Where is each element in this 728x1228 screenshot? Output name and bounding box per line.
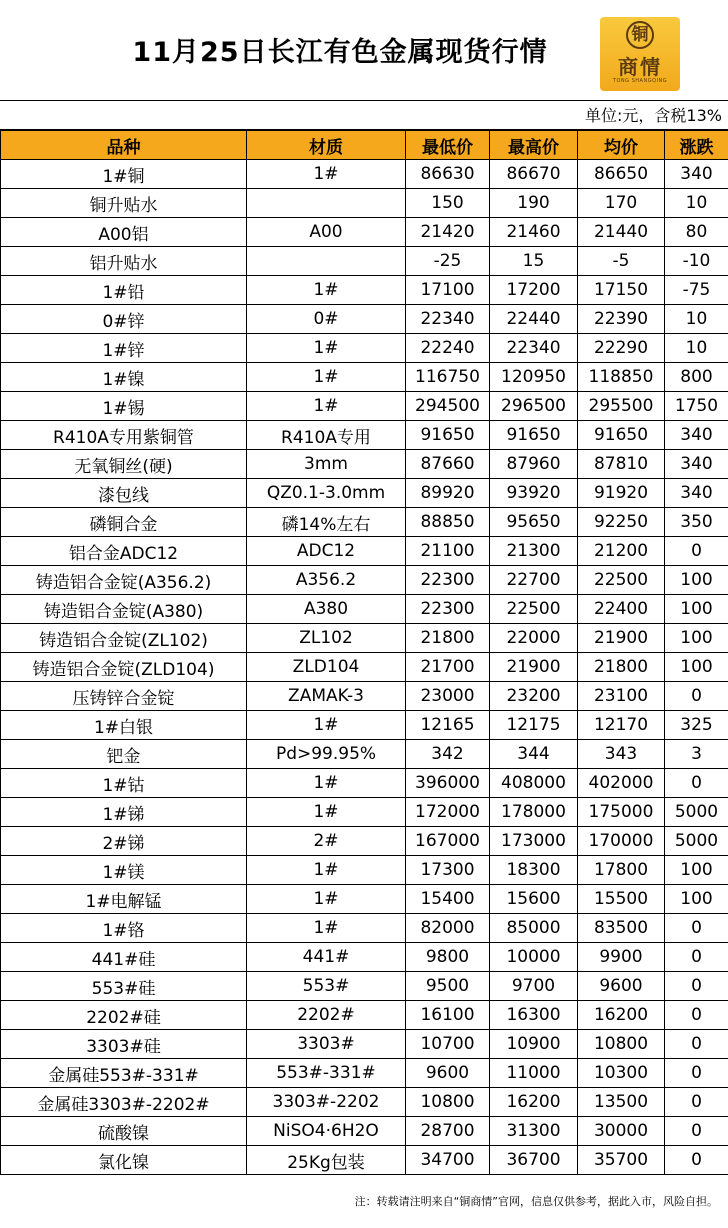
- table-row: [1, 276, 728, 305]
- cell-low: 167000: [406, 827, 490, 856]
- cell-variety: 氯化镍: [1, 1146, 247, 1175]
- cell-low: 89920: [406, 479, 490, 508]
- cell-change: 0: [665, 1001, 728, 1030]
- cell-avg: 22400: [578, 595, 665, 624]
- cell-low: 17100: [406, 276, 490, 305]
- page-title: 11月25日长江有色金属现货行情: [132, 37, 548, 68]
- table-body: [1, 160, 728, 1175]
- table-row: [1, 943, 728, 972]
- cell-low: 22300: [406, 595, 490, 624]
- cell-variety: 1#锌: [1, 334, 247, 363]
- table-row: [1, 450, 728, 479]
- cell-avg: 21800: [578, 653, 665, 682]
- cell-avg: 83500: [578, 914, 665, 943]
- cell-avg: 91650: [578, 421, 665, 450]
- table-row: [1, 827, 728, 856]
- cell-low: -25: [406, 247, 490, 276]
- cell-low: 22300: [406, 566, 490, 595]
- column-header-variety: 品种: [1, 131, 247, 160]
- cell-high: 87960: [490, 450, 578, 479]
- cell-low: 22340: [406, 305, 490, 334]
- cell-material: 553#-331#: [247, 1059, 406, 1088]
- cell-variety: 漆包线: [1, 479, 247, 508]
- cell-variety: 压铸锌合金锭: [1, 682, 247, 711]
- cell-change: 5000: [665, 827, 728, 856]
- cell-material: 1#: [247, 769, 406, 798]
- cell-change: 100: [665, 624, 728, 653]
- cell-change: 340: [665, 450, 728, 479]
- cell-low: 150: [406, 189, 490, 218]
- footer-note: 注：转载请注明来自“铜商情”官网，信息仅供参考，据此入市，风险自担。: [354, 1195, 718, 1208]
- cell-high: 22700: [490, 566, 578, 595]
- cell-high: 11000: [490, 1059, 578, 1088]
- column-header-high: 最高价: [490, 131, 578, 160]
- cell-material: 441#: [247, 943, 406, 972]
- cell-high: 18300: [490, 856, 578, 885]
- cell-high: 15600: [490, 885, 578, 914]
- cell-avg: 21440: [578, 218, 665, 247]
- cell-change: 100: [665, 885, 728, 914]
- cell-material: A356.2: [247, 566, 406, 595]
- cell-low: 9600: [406, 1059, 490, 1088]
- cell-low: 23000: [406, 682, 490, 711]
- logo-emblem: 铜: [626, 21, 654, 49]
- cell-change: 100: [665, 856, 728, 885]
- cell-low: 17300: [406, 856, 490, 885]
- cell-change: 0: [665, 1059, 728, 1088]
- cell-change: 0: [665, 914, 728, 943]
- table-row: [1, 479, 728, 508]
- cell-high: 21300: [490, 537, 578, 566]
- cell-variety: 2202#硅: [1, 1001, 247, 1030]
- cell-change: 100: [665, 653, 728, 682]
- cell-variety: 铸造铝合金锭(ZLD104): [1, 653, 247, 682]
- cell-variety: R410A专用紫铜管: [1, 421, 247, 450]
- cell-high: 91650: [490, 421, 578, 450]
- cell-change: 1750: [665, 392, 728, 421]
- table-row: [1, 218, 728, 247]
- cell-material: 3mm: [247, 450, 406, 479]
- table-row: [1, 711, 728, 740]
- cell-change: 10: [665, 189, 728, 218]
- cell-low: 16100: [406, 1001, 490, 1030]
- table-row: [1, 537, 728, 566]
- table-row: [1, 624, 728, 653]
- cell-high: 9700: [490, 972, 578, 1001]
- cell-avg: 10800: [578, 1030, 665, 1059]
- cell-variety: 3303#硅: [1, 1030, 247, 1059]
- cell-material: 磷14%左右: [247, 508, 406, 537]
- cell-change: -10: [665, 247, 728, 276]
- cell-avg: 9900: [578, 943, 665, 972]
- header: [0, 0, 728, 100]
- cell-avg: 10300: [578, 1059, 665, 1088]
- cell-variety: 铝合金ADC12: [1, 537, 247, 566]
- cell-high: 93920: [490, 479, 578, 508]
- cell-material: QZ0.1-3.0mm: [247, 479, 406, 508]
- cell-variety: 1#镁: [1, 856, 247, 885]
- cell-high: 17200: [490, 276, 578, 305]
- cell-material: 1#: [247, 856, 406, 885]
- cell-material: 3303#-2202: [247, 1088, 406, 1117]
- cell-material: A380: [247, 595, 406, 624]
- cell-avg: 170000: [578, 827, 665, 856]
- cell-variety: 2#锑: [1, 827, 247, 856]
- cell-variety: 金属硅553#-331#: [1, 1059, 247, 1088]
- cell-low: 116750: [406, 363, 490, 392]
- cell-high: 21460: [490, 218, 578, 247]
- cell-material: 3303#: [247, 1030, 406, 1059]
- cell-avg: -5: [578, 247, 665, 276]
- cell-avg: 21900: [578, 624, 665, 653]
- logo-text: 商情: [618, 55, 662, 79]
- cell-low: 34700: [406, 1146, 490, 1175]
- cell-avg: 22500: [578, 566, 665, 595]
- cell-avg: 12170: [578, 711, 665, 740]
- table-row: [1, 769, 728, 798]
- cell-low: 9500: [406, 972, 490, 1001]
- cell-low: 21800: [406, 624, 490, 653]
- cell-avg: 15500: [578, 885, 665, 914]
- cell-change: 340: [665, 160, 728, 189]
- cell-low: 10700: [406, 1030, 490, 1059]
- cell-material: ZLD104: [247, 653, 406, 682]
- cell-avg: 92250: [578, 508, 665, 537]
- table-row: [1, 334, 728, 363]
- price-table: [0, 130, 728, 1175]
- table-row: [1, 1030, 728, 1059]
- cell-avg: 30000: [578, 1117, 665, 1146]
- cell-change: 0: [665, 537, 728, 566]
- cell-low: 10800: [406, 1088, 490, 1117]
- cell-avg: 343: [578, 740, 665, 769]
- cell-variety: 1#锑: [1, 798, 247, 827]
- cell-change: 0: [665, 682, 728, 711]
- cell-change: 340: [665, 479, 728, 508]
- unit-label: 单位:元，含税13%: [0, 100, 728, 130]
- cell-low: 21420: [406, 218, 490, 247]
- cell-low: 21700: [406, 653, 490, 682]
- cell-high: 16200: [490, 1088, 578, 1117]
- cell-material: A00: [247, 218, 406, 247]
- cell-variety: 1#白银: [1, 711, 247, 740]
- brand-logo: [600, 17, 680, 91]
- cell-change: 340: [665, 421, 728, 450]
- cell-material: R410A专用: [247, 421, 406, 450]
- cell-material: 1#: [247, 711, 406, 740]
- cell-change: 10: [665, 305, 728, 334]
- cell-change: 10: [665, 334, 728, 363]
- table-header-row: [1, 131, 728, 160]
- cell-high: 31300: [490, 1117, 578, 1146]
- cell-avg: 22390: [578, 305, 665, 334]
- cell-high: 22500: [490, 595, 578, 624]
- cell-avg: 86650: [578, 160, 665, 189]
- cell-avg: 402000: [578, 769, 665, 798]
- cell-change: 80: [665, 218, 728, 247]
- table-row: [1, 595, 728, 624]
- cell-change: 100: [665, 595, 728, 624]
- cell-avg: 17150: [578, 276, 665, 305]
- cell-material: 1#: [247, 334, 406, 363]
- cell-high: 296500: [490, 392, 578, 421]
- cell-high: 120950: [490, 363, 578, 392]
- cell-low: 82000: [406, 914, 490, 943]
- cell-avg: 175000: [578, 798, 665, 827]
- cell-variety: 磷铜合金: [1, 508, 247, 537]
- cell-variety: 1#铅: [1, 276, 247, 305]
- cell-low: 294500: [406, 392, 490, 421]
- table-row: [1, 885, 728, 914]
- cell-change: 3: [665, 740, 728, 769]
- table-row: [1, 914, 728, 943]
- cell-high: 21900: [490, 653, 578, 682]
- cell-high: 22000: [490, 624, 578, 653]
- cell-low: 22240: [406, 334, 490, 363]
- cell-low: 86630: [406, 160, 490, 189]
- cell-variety: 铸造铝合金锭(A356.2): [1, 566, 247, 595]
- cell-change: 100: [665, 566, 728, 595]
- table-row: [1, 363, 728, 392]
- cell-avg: 22290: [578, 334, 665, 363]
- table-row: [1, 160, 728, 189]
- cell-material: [247, 247, 406, 276]
- cell-avg: 17800: [578, 856, 665, 885]
- table-row: [1, 1146, 728, 1175]
- cell-variety: 无氧铜丝(硬): [1, 450, 247, 479]
- cell-avg: 170: [578, 189, 665, 218]
- cell-high: 16300: [490, 1001, 578, 1030]
- cell-high: 344: [490, 740, 578, 769]
- cell-change: 0: [665, 1088, 728, 1117]
- cell-material: 1#: [247, 276, 406, 305]
- cell-change: -75: [665, 276, 728, 305]
- cell-high: 95650: [490, 508, 578, 537]
- cell-change: 325: [665, 711, 728, 740]
- cell-avg: 13500: [578, 1088, 665, 1117]
- cell-high: 173000: [490, 827, 578, 856]
- cell-low: 28700: [406, 1117, 490, 1146]
- table-row: [1, 566, 728, 595]
- cell-material: NiSO4·6H2O: [247, 1117, 406, 1146]
- cell-low: 15400: [406, 885, 490, 914]
- cell-low: 342: [406, 740, 490, 769]
- cell-avg: 295500: [578, 392, 665, 421]
- cell-change: 0: [665, 769, 728, 798]
- cell-low: 91650: [406, 421, 490, 450]
- cell-material: 1#: [247, 798, 406, 827]
- table-row: [1, 798, 728, 827]
- cell-variety: 1#电解锰: [1, 885, 247, 914]
- cell-avg: 16200: [578, 1001, 665, 1030]
- cell-avg: 35700: [578, 1146, 665, 1175]
- cell-high: 22340: [490, 334, 578, 363]
- table-row: [1, 1088, 728, 1117]
- cell-low: 172000: [406, 798, 490, 827]
- table-row: [1, 682, 728, 711]
- cell-low: 9800: [406, 943, 490, 972]
- cell-variety: 553#硅: [1, 972, 247, 1001]
- cell-variety: 金属硅3303#-2202#: [1, 1088, 247, 1117]
- cell-variety: 钯金: [1, 740, 247, 769]
- logo-subtext: TONG SHANGQING: [612, 78, 668, 84]
- cell-low: 396000: [406, 769, 490, 798]
- cell-variety: 1#镍: [1, 363, 247, 392]
- cell-change: 0: [665, 972, 728, 1001]
- cell-high: 86670: [490, 160, 578, 189]
- cell-low: 88850: [406, 508, 490, 537]
- cell-avg: 91920: [578, 479, 665, 508]
- cell-material: ZAMAK-3: [247, 682, 406, 711]
- table-row: [1, 972, 728, 1001]
- table-row: [1, 740, 728, 769]
- cell-material: 1#: [247, 160, 406, 189]
- cell-material: ADC12: [247, 537, 406, 566]
- table-row: [1, 247, 728, 276]
- cell-variety: 铸造铝合金锭(A380): [1, 595, 247, 624]
- table-row: [1, 1117, 728, 1146]
- cell-variety: A00铝: [1, 218, 247, 247]
- table-row: [1, 392, 728, 421]
- cell-variety: 1#铬: [1, 914, 247, 943]
- cell-avg: 21200: [578, 537, 665, 566]
- column-header-low: 最低价: [406, 131, 490, 160]
- cell-low: 21100: [406, 537, 490, 566]
- cell-high: 36700: [490, 1146, 578, 1175]
- cell-high: 10900: [490, 1030, 578, 1059]
- cell-variety: 1#钴: [1, 769, 247, 798]
- column-header-material: 材质: [247, 131, 406, 160]
- cell-high: 22440: [490, 305, 578, 334]
- cell-material: 25Kg包装: [247, 1146, 406, 1175]
- table-row: [1, 508, 728, 537]
- cell-high: 10000: [490, 943, 578, 972]
- cell-material: 0#: [247, 305, 406, 334]
- cell-change: 5000: [665, 798, 728, 827]
- cell-high: 85000: [490, 914, 578, 943]
- cell-change: 800: [665, 363, 728, 392]
- cell-material: 1#: [247, 392, 406, 421]
- cell-variety: 441#硅: [1, 943, 247, 972]
- cell-material: 1#: [247, 363, 406, 392]
- cell-variety: 1#锡: [1, 392, 247, 421]
- cell-material: Pd>99.95%: [247, 740, 406, 769]
- cell-low: 12165: [406, 711, 490, 740]
- table-row: [1, 1059, 728, 1088]
- cell-material: 2#: [247, 827, 406, 856]
- cell-high: 15: [490, 247, 578, 276]
- cell-avg: 9600: [578, 972, 665, 1001]
- cell-low: 87660: [406, 450, 490, 479]
- table-row: [1, 305, 728, 334]
- cell-high: 12175: [490, 711, 578, 740]
- cell-avg: 23100: [578, 682, 665, 711]
- cell-change: 0: [665, 1146, 728, 1175]
- column-header-avg: 均价: [578, 131, 665, 160]
- cell-avg: 118850: [578, 363, 665, 392]
- cell-material: 1#: [247, 914, 406, 943]
- cell-variety: 铜升贴水: [1, 189, 247, 218]
- cell-avg: 87810: [578, 450, 665, 479]
- table-row: [1, 856, 728, 885]
- cell-material: 553#: [247, 972, 406, 1001]
- cell-material: 1#: [247, 885, 406, 914]
- table-row: [1, 421, 728, 450]
- cell-variety: 1#铜: [1, 160, 247, 189]
- cell-change: 350: [665, 508, 728, 537]
- cell-variety: 0#锌: [1, 305, 247, 334]
- table-row: [1, 1001, 728, 1030]
- cell-high: 178000: [490, 798, 578, 827]
- cell-high: 408000: [490, 769, 578, 798]
- cell-variety: 硫酸镍: [1, 1117, 247, 1146]
- cell-variety: 铝升贴水: [1, 247, 247, 276]
- column-header-change: 涨跌: [665, 131, 728, 160]
- cell-high: 190: [490, 189, 578, 218]
- table-row: [1, 189, 728, 218]
- cell-change: 0: [665, 1117, 728, 1146]
- cell-material: 2202#: [247, 1001, 406, 1030]
- cell-material: ZL102: [247, 624, 406, 653]
- cell-material: [247, 189, 406, 218]
- cell-variety: 铸造铝合金锭(ZL102): [1, 624, 247, 653]
- cell-change: 0: [665, 943, 728, 972]
- cell-high: 23200: [490, 682, 578, 711]
- table-row: [1, 653, 728, 682]
- cell-change: 0: [665, 1030, 728, 1059]
